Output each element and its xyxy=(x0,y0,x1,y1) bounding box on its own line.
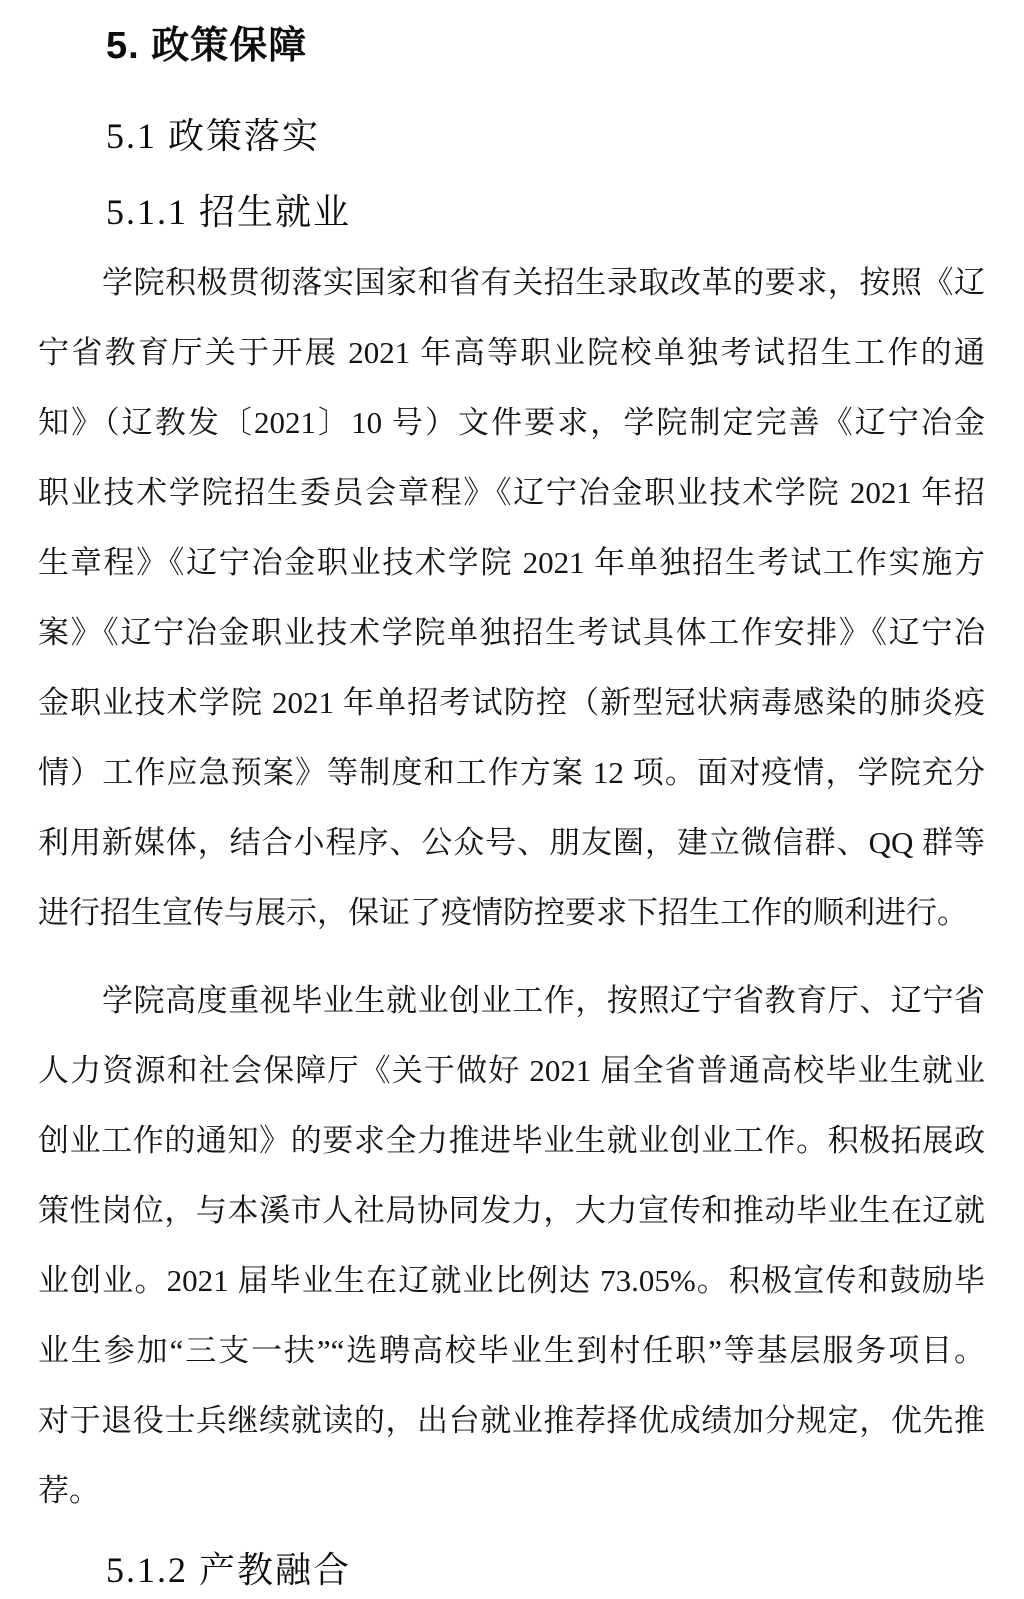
text-line: 职业技术学院招生委员会章程》《辽宁冶金职业技术学院 2021 年招 xyxy=(38,475,985,510)
text-line: 业生参加“三支一扶”“选聘高校毕业生到村任职”等基层服务项目。 xyxy=(38,1333,985,1368)
paragraph-enrollment-employment xyxy=(38,248,985,948)
text-line: 策性岗位，与本溪市人社局协同发力，大力宣传和推动毕业生在辽就 xyxy=(38,1193,985,1228)
heading-subsection-5-1-1: 5.1.1 招生就业 xyxy=(106,192,352,232)
text-line: 知》（辽教发〔2021〕10 号）文件要求，学院制定完善《辽宁冶金 xyxy=(38,405,985,440)
text-line: 宁省教育厅关于开展 2021 年高等职业院校单独考试招生工作的通 xyxy=(38,335,985,370)
text-line: 生章程》《辽宁冶金职业技术学院 2021 年单独招生考试工作实施方 xyxy=(38,545,985,580)
text-line: 进行招生宣传与展示，保证了疫情防控要求下招生工作的顺利进行。 xyxy=(38,895,968,930)
text-line: 利用新媒体，结合小程序、公众号、朋友圈，建立微信群、QQ 群等 xyxy=(38,825,985,860)
text-line: 学院高度重视毕业生就业创业工作，按照辽宁省教育厅、辽宁省 xyxy=(102,983,985,1018)
text-line: 对于退役士兵继续就读的，出台就业推荐择优成绩加分规定，优先推 xyxy=(38,1403,985,1438)
text-line: 荐。 xyxy=(38,1473,100,1508)
text-line: 案》《辽宁冶金职业技术学院单独招生考试具体工作安排》《辽宁冶 xyxy=(38,615,985,650)
paragraph-graduate-employment xyxy=(38,966,985,1526)
text-line: 金职业技术学院 2021 年单招考试防控（新型冠状病毒感染的肺炎疫 xyxy=(38,685,985,720)
heading-section-5-1: 5.1 政策落实 xyxy=(106,116,321,156)
heading-subsection-5-1-2: 5.1.2 产教融合 xyxy=(106,1550,352,1590)
heading-chapter-5: 5. 政策保障 xyxy=(106,25,308,67)
text-line: 人力资源和社会保障厅《关于做好 2021 届全省普通高校毕业生就业 xyxy=(38,1053,985,1088)
text-line: 创业工作的通知》的要求全力推进毕业生就业创业工作。积极拓展政 xyxy=(38,1123,985,1158)
text-line: 情）工作应急预案》等制度和工作方案 12 项。面对疫情，学院充分 xyxy=(38,755,985,790)
text-line: 业创业。2021 届毕业生在辽就业比例达 73.05%。积极宣传和鼓励毕 xyxy=(38,1263,985,1298)
text-line: 学院积极贯彻落实国家和省有关招生录取改革的要求，按照《辽 xyxy=(102,265,985,300)
